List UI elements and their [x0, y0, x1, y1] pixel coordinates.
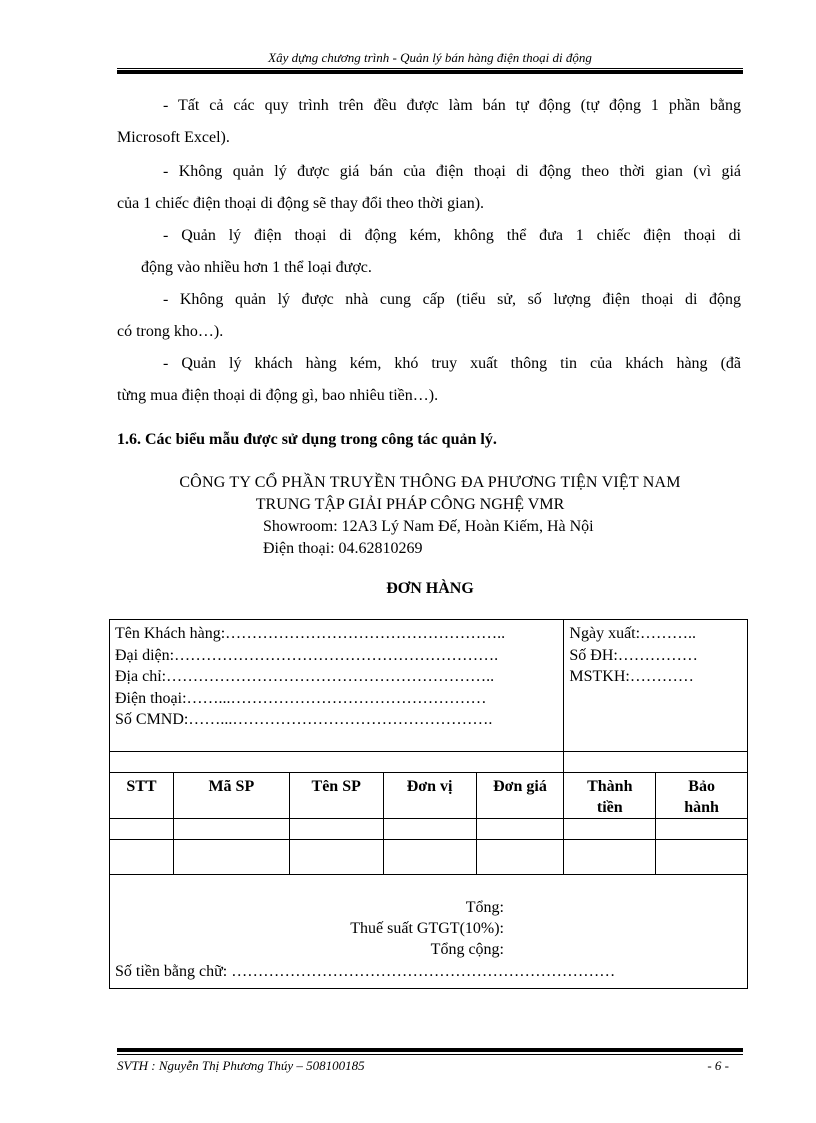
form-title: ĐƠN HÀNG — [386, 580, 474, 597]
paragraph-3-line-1: - Quản lý điện thoại di động kém, không thể đưa 1 chiếc điện thoại di — [163, 227, 741, 244]
paragraph-3 — [117, 220, 741, 283]
table-row — [110, 819, 748, 840]
export-date-field: Ngày xuất:……….. — [569, 625, 697, 642]
company-showroom: Showroom: 12A3 Lý Nam Đế, Hoàn Kiếm, Hà Nội — [263, 518, 594, 535]
col-header-stt: STT — [110, 773, 174, 819]
paragraph-1 — [117, 90, 741, 153]
table-row — [110, 840, 748, 875]
page-number: - 6 - — [707, 1058, 729, 1073]
page-footer — [117, 1058, 743, 1074]
grand-total-label: Tổng cộng: — [430, 941, 504, 958]
footer-author: SVTH : Nguyễn Thị Phương Thúy – 508100185 — [117, 1058, 365, 1073]
id-number-field: Số CMND:……...…………………………………………. — [115, 711, 493, 728]
table-cell — [110, 819, 174, 840]
table-cell — [110, 840, 174, 875]
col-header-thanh-tien — [564, 773, 656, 819]
vat-label: Thuế suất GTGT(10%): — [350, 920, 504, 937]
table-cell — [476, 819, 564, 840]
table-cell — [656, 819, 748, 840]
footer-rule-thick — [117, 1048, 743, 1052]
col-header-don-vi: Đơn vị — [383, 773, 476, 819]
spacer-cell — [110, 752, 564, 773]
customer-info-cell — [110, 620, 564, 752]
phone-field: Điện thoại:……...………………………………………… — [115, 689, 487, 707]
col-header-bao-hanh — [656, 773, 748, 819]
table-cell — [383, 819, 476, 840]
footer-rule-thin — [117, 1054, 743, 1055]
col-header-don-gia: Đơn giá — [476, 773, 564, 819]
paragraph-4 — [117, 284, 741, 347]
paragraph-5-line-1: - Quản lý khách hàng kém, khó truy xuất thông tin của khách hàng (đã — [163, 355, 741, 372]
company-phone: Điện thoại: 04.62810269 — [263, 540, 423, 557]
col-header-thanh-tien-line-2: tiền — [596, 799, 623, 816]
spacer-row — [110, 752, 748, 773]
company-info — [117, 472, 743, 560]
paragraph-2-line-1: - Không quản lý được giá bán của điện thoại di động theo thời gian (vì giá — [163, 163, 741, 180]
representative-field: Đại diện:……………………………………………………. — [115, 646, 499, 664]
table-cell — [173, 819, 289, 840]
column-header-row — [110, 773, 748, 819]
table-cell — [289, 840, 383, 875]
table-cell — [564, 840, 656, 875]
customer-tax-code-field: MSTKH:………… — [569, 668, 694, 685]
spacer-cell — [564, 752, 748, 773]
order-info-cell — [564, 620, 748, 752]
address-field: Địa chỉ:…………………………………………………….. — [115, 668, 495, 685]
paragraph-4-line-2: có trong kho…). — [117, 322, 224, 340]
table-cell — [383, 840, 476, 875]
col-header-bao-hanh-line-1: Bảo — [688, 778, 715, 795]
paragraph-1-line-2: Microsoft Excel). — [117, 128, 230, 146]
total-label: Tổng: — [465, 899, 504, 916]
order-form-table — [109, 619, 748, 989]
col-header-ten-sp: Tên SP — [289, 773, 383, 819]
company-center: TRUNG TẬP GIẢI PHÁP CÔNG NGHỆ VMR — [255, 496, 565, 513]
table-cell — [564, 819, 656, 840]
col-header-ma-sp: Mã SP — [173, 773, 289, 819]
col-header-thanh-tien-line-1: Thành — [587, 778, 633, 795]
paragraph-3-line-2: động vào nhiều hơn 1 thể loại được. — [141, 258, 372, 276]
amount-in-words-field: Số tiền bằng chữ: ……………………………………………………………… — [115, 963, 616, 980]
paragraph-2 — [117, 156, 741, 219]
paragraph-2-line-2: của 1 chiếc điện thoại di động sẽ thay đổi theo thời gian). — [117, 194, 485, 212]
table-cell — [173, 840, 289, 875]
page-header-title: Xây dựng chương trình - Quản lý bán hàng điện thoại di động — [268, 50, 592, 65]
header-rule-thin — [117, 68, 743, 69]
totals-cell — [110, 875, 748, 989]
paragraph-5-line-2: từng mua điện thoại di động gì, bao nhiêu tiền…). — [117, 386, 439, 404]
header-rule-thick — [117, 70, 743, 74]
table-cell — [289, 819, 383, 840]
company-name: CÔNG TY CỔ PHẦN TRUYỀN THÔNG ĐA PHƯƠNG TIỆN VIỆT NAM — [179, 474, 681, 491]
paragraph-4-line-1: - Không quản lý được nhà cung cấp (tiểu sử, số lượng điện thoại di động — [163, 291, 741, 308]
table-cell — [476, 840, 564, 875]
section-heading: 1.6. Các biểu mẫu được sử dụng trong công tác quản lý. — [117, 431, 497, 448]
table-cell — [656, 840, 748, 875]
paragraph-5 — [117, 348, 741, 411]
customer-name-field: Tên Khách hàng:…………………………………………….. — [115, 625, 506, 642]
col-header-bao-hanh-line-2: hành — [684, 799, 719, 816]
paragraph-1-line-1: - Tất cả các quy trình trên đều được làm bán tự động (tự động 1 phần bằng — [163, 97, 741, 114]
order-number-field: Số ĐH:…………… — [569, 646, 698, 664]
